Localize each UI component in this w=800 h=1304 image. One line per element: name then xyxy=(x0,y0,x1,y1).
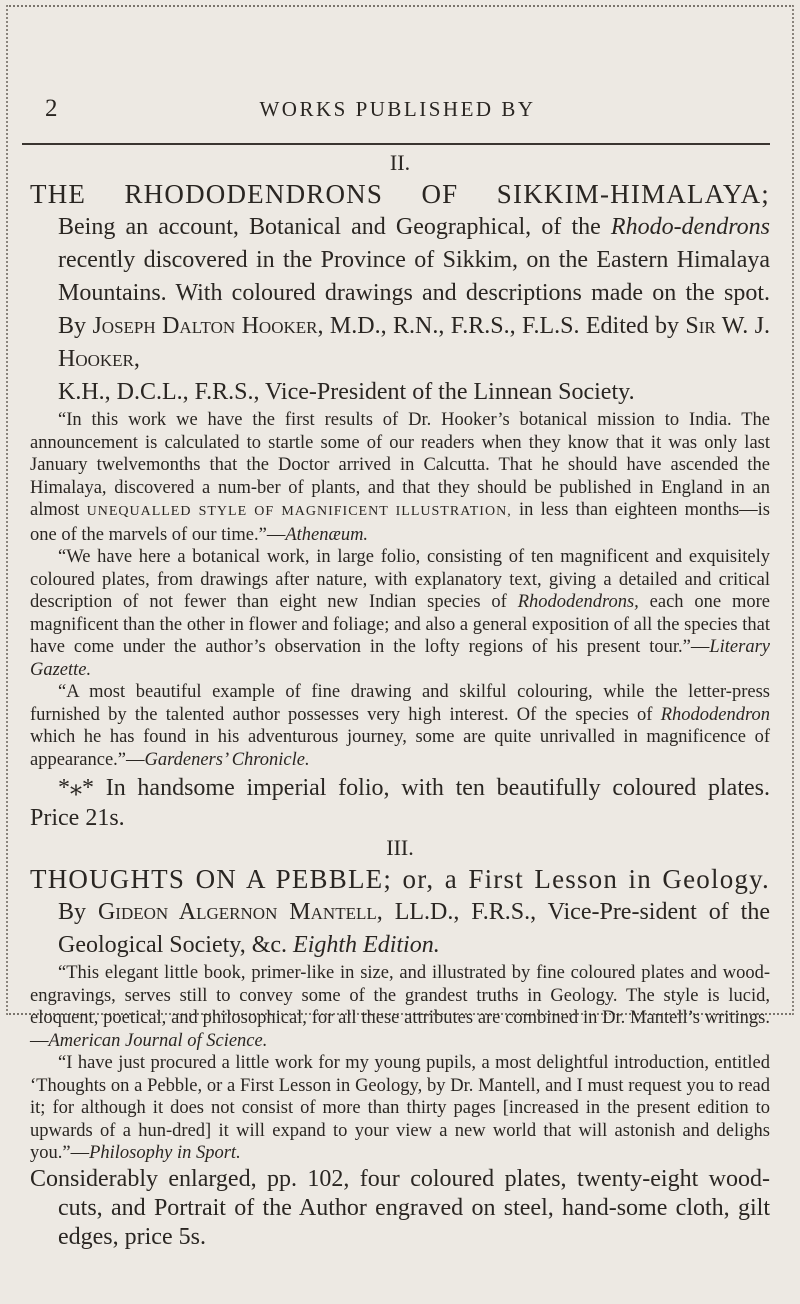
review-quote: “A most beautiful example of fine drawing and skilful colouring, while the letter-press furnished by the talented author possesses very high interest. Of the species of Rhododendron which he has found in his adventurous journey, some are quite unrivalled in magnificence of appearance.”—Gardeners’ Chronicle. xyxy=(30,682,770,770)
review-quote: “This elegant little book, primer-like in size, and illustrated by fine coloured plates and wood-engravings, serves still to convey some of the grandest truths in Geology. The style is lucid, eloquent, poetical, and philosophical, for all these attributes are combined in Dr. Mantell’s writings.—American Journal of Science. xyxy=(30,963,770,1051)
page-header xyxy=(25,95,770,135)
author-name: Joseph Dalton Hooker, xyxy=(92,313,324,339)
running-head: WORKS PUBLISHED BY xyxy=(259,97,536,121)
entry-number: III. xyxy=(386,835,414,860)
entry-description: By Gideon Algernon Mantell, LL.D., F.R.S., Vice-Pre-sident of the Geological Society, &c. Eighth Edition. xyxy=(58,899,770,958)
edition: Eighth Edition. xyxy=(293,932,440,958)
entry-title: THOUGHTS ON A PEBBLE; or, a First Lesson in Geology. xyxy=(30,864,770,894)
price-note: *⁎* In handsome imperial folio, with ten beautifully coloured plates. Price 21s. xyxy=(30,775,770,831)
entry-title: THE RHODODENDRONS OF SIKKIM-HIMALAYA; xyxy=(30,179,770,209)
review-quote: “I have just procured a little work for my young pupils, a most delightful introduction, entitled ‘Thoughts on a Pebble, or a First Lesson in Geology, by Dr. Mantell, and I must request you to read it; for although it does not consist of more than thirty pages [increased in the present edition to upwards of a hun-dred] it will expand to your view a new world that will astonish and delighs you.”—Philosophy in Sport. xyxy=(30,1053,770,1163)
review-quote: “We have here a botanical work, in large folio, consisting of ten magnificent and exquisitely coloured plates, from drawings after nature, with explanatory text, giving a detailed and critical description of not fewer than eight new Indian species of Rhododendrons, each one more magnificent than the other in flower and foliage; and also a general exposition of all the species that have come under the author’s observation in the lofty regions of his present tour.”—Literary Gazette. xyxy=(30,547,770,680)
author-name: Gideon Algernon Mantell, xyxy=(97,899,383,925)
entry-description: Being an account, Botanical and Geographical, of the Rhodo-dendrons recently discovered in the Province of Sikkim, on the Eastern Himalaya Mountains. With coloured drawings and descriptions made on the spot. By Joseph Dalton Hooker, M.D., R.N., F.R.S., F.L.S. Edited by Sir W. J. Hooker, K.H., D.C.L., F.R.S., Vice-President of the Linnean Society. xyxy=(58,214,771,405)
review-quote: “In this work we have the first results of Dr. Hooker’s botanical mission to India. The announcement is calculated to startle some of our readers when they know that it was only last January twelvemonths that the Doctor arrived in Calcutta. That he should have ascended the Himalaya, discovered a num-ber of plants, and that they should be published in England in an almost UNEQUALLED STYLE OF MAGNIFICENT ILLUSTRATION, in less than eighteen months—is one of the marvels of our time.”—Athenæum. xyxy=(30,410,770,545)
editor-name: Sir W. J. Hooker, xyxy=(58,313,771,372)
page-number: 2 xyxy=(45,95,58,122)
header-rule xyxy=(22,143,770,145)
price-note: Considerably enlarged, pp. 102, four coloured plates, twenty-eight wood-cuts, and Portrait of the Author engraved on steel, hand-some cloth, gilt edges, price 5s. xyxy=(30,1165,770,1250)
page-body xyxy=(30,148,770,1252)
entry-number: II. xyxy=(389,150,411,175)
